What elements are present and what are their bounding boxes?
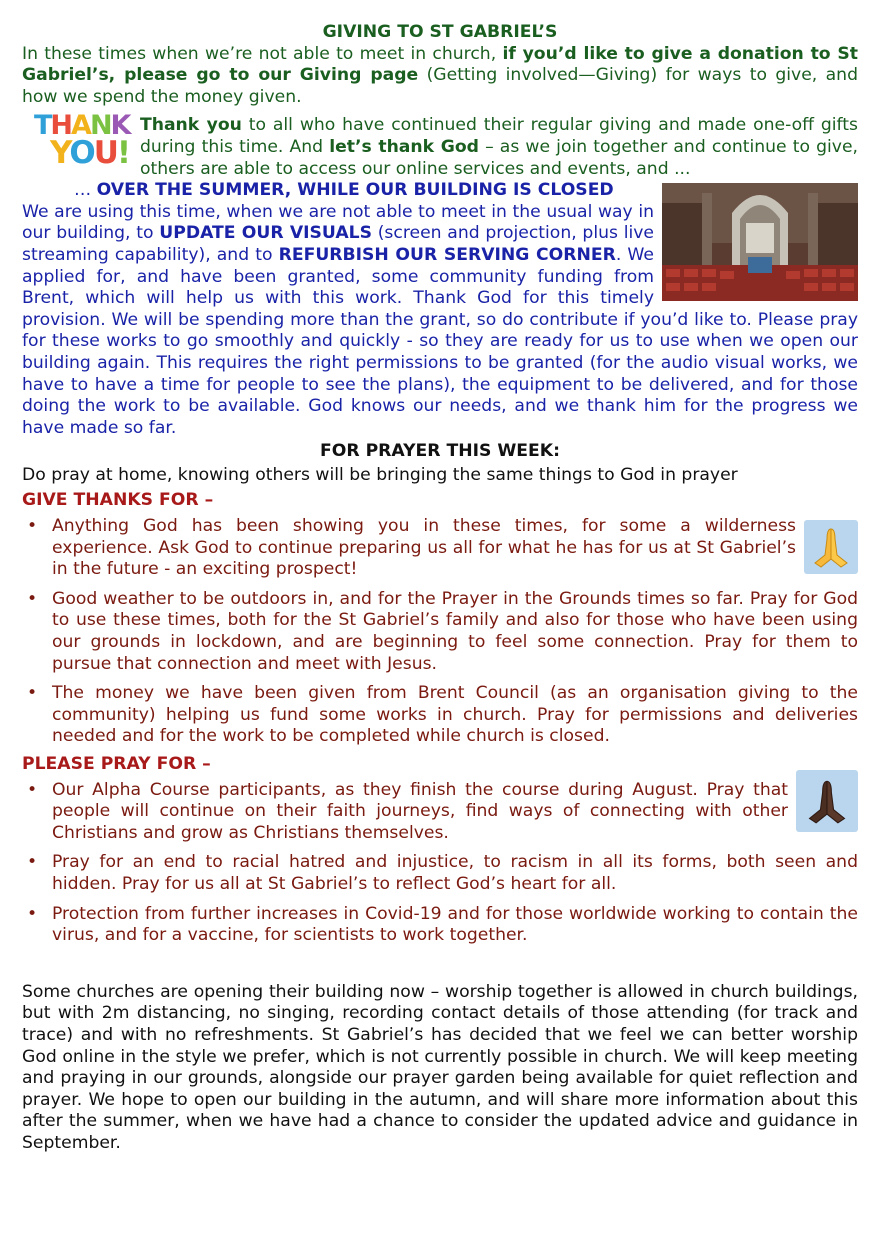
closing-text: Some churches are opening their building now – worship together is allowed in church buildings, but with 2m distancing, no singing, recording contact details of those attending (for track and trace) and with no refreshments. St Gabriel’s has decided that we feel we can better worship God online in the style we prefer, which is not currently possible in church. We will keep meeting and praying in our grounds, alongside our prayer garden being available for quiet reflection and prayer. We hope to open our building in the autumn, and will share more information about this after the summer, when we have had a chance to consider the updated advice and guidance in September.	[22, 981, 858, 1153]
church-interior-photo	[662, 183, 858, 301]
summer-section	[22, 180, 858, 439]
thank-you-logo: THANK YOU!	[34, 110, 130, 172]
thanks-section	[22, 110, 858, 180]
list-item: • Protection from further increases in Covid-19 and for those worldwide working to contain the virus, and for a vaccine, for scientists to work together.	[27, 903, 858, 946]
list-item: • Anything God has been showing you in these times, for some a wilderness experience. Ask God to continue preparing us all for what he has for us at St Gabriel’s in the future - an exciting prospect!	[22, 516, 858, 581]
giving-title: GIVING TO ST GABRIEL’S	[322, 22, 558, 42]
list-item: • Good weather to be outdoors in, and for the Prayer in the Grounds times so far. Pray for God to use these times, both for the St Gabriel’s family and also for those who have been using our grounds in lockdown, and are beginning to feel some connection. Pray for them to pursue that connection and meet with Jesus.	[27, 588, 858, 674]
prayer-title: FOR PRAYER THIS WEEK:	[320, 441, 560, 462]
prayer-intro: Do pray at home, knowing others will be bringing the same things to God in prayer	[22, 464, 738, 485]
summer-text: We are using this time, when we are not able to meet in the usual way in our building, to UPDATE OUR VISUALS (screen and projection, plus live streaming capability), and to REFURBISH OUR SERVING CORNER. We applied for, and have been granted, some community funding from Brent, which will help us with this work. Thank God for this timely provision. We will be spending more than the grant, so do contribute if you’d like to. Please pray for these works to go smoothly and quickly - so they are ready for us to use when we open our building again. This requires the right permissions to be granted (for the audio visual works, we have to have a time for people to see the plans), the equipment to be delivered, and for those doing the work to be available. God knows our needs, and we thank him for the progress we have made so far.	[22, 201, 858, 438]
thanks-text: Thank you to all who have continued their regular giving and made one-off gifts during this time. And let’s thank God – as we join together and continue to give, others are able to access our online services and events, and ...	[140, 115, 858, 179]
pray-for-list	[22, 780, 858, 947]
giving-intro: In these times when we’re not able to meet in church, if you’d like to give a donation to St Gabriel’s, please go to our Giving page (Getting involved—Giving) for ways to give, and how we spend the money given.	[22, 43, 858, 107]
give-thanks-heading: GIVE THANKS FOR –	[22, 490, 214, 511]
summer-lead: … OVER THE SUMMER, WHILE OUR BUILDING IS CLOSED	[74, 180, 614, 201]
give-thanks-list	[22, 516, 858, 748]
list-item: • Pray for an end to racial hatred and injustice, to racism in all its forms, both seen and hidden. Pray for us all at St Gabriel’s to reflect God’s heart for all.	[27, 852, 858, 894]
list-item: • Our Alpha Course participants, as they finish the course during August. Pray that people will continue on their faith journeys, find ways of connecting with other Christians and grow as Christians themselves.	[22, 780, 858, 845]
pray-for-heading: PLEASE PRAY FOR –	[22, 754, 211, 774]
praying-hands-icon	[804, 520, 858, 574]
list-item: • The money we have been given from Brent Council (as an organisation giving to the community) helping us fund some works in church. Pray for permissions and deliveries needed and for the work to be completed while church is closed.	[27, 683, 858, 747]
newsletter-page	[22, 22, 858, 1155]
praying-hands-dark-icon	[796, 770, 858, 832]
